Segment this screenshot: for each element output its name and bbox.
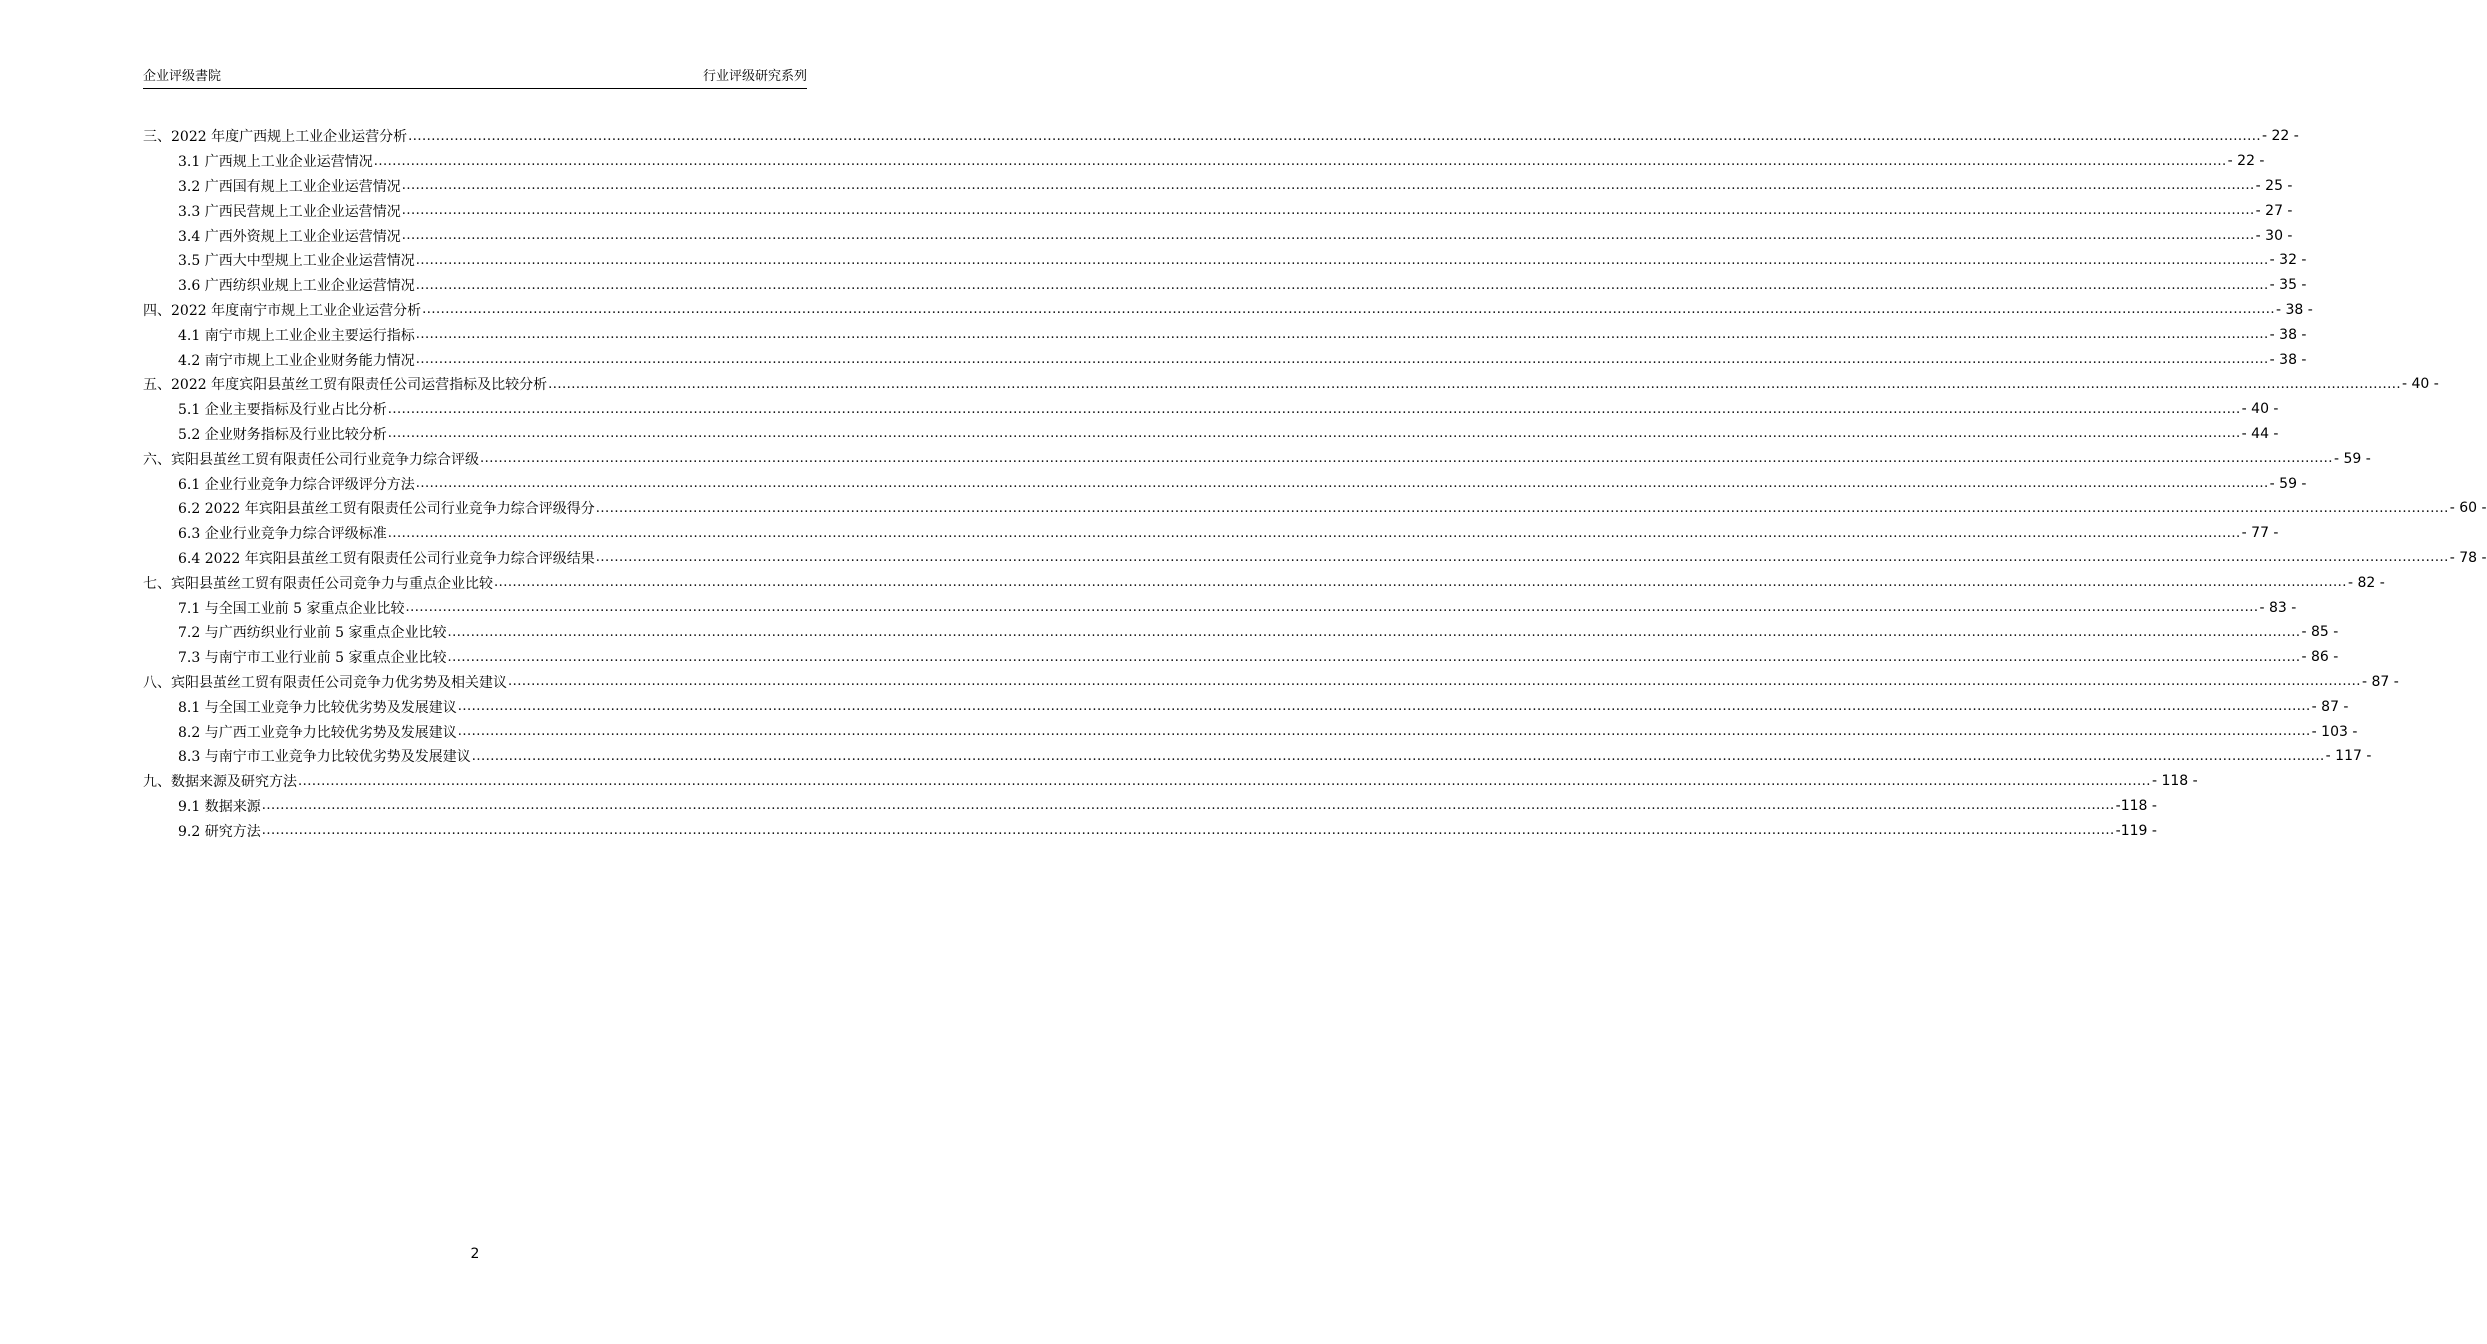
toc-dot-leader: ................................................................................................................................................................................................................................................................................................................................................................................................................ — [447, 624, 2301, 640]
toc-entry-title: 五、2022 年度宾阳县茧丝工贸有限责任公司运营指标及比较分析 — [143, 377, 548, 394]
toc-entry-page: - 59 - — [2269, 475, 2307, 492]
toc-entry[interactable] — [143, 645, 2339, 670]
toc-dot-leader: ................................................................................................................................................................................................................................................................................................................................................................................................................ — [401, 228, 2255, 244]
toc-entry-page: - 83 - — [2259, 599, 2297, 616]
toc-dot-leader: ................................................................................................................................................................................................................................................................................................................................................................................................................ — [415, 252, 2269, 268]
toc-entry-title: 八、宾阳县茧丝工贸有限责任公司竞争力优劣势及相关建议 — [143, 674, 507, 691]
toc-entry[interactable] — [143, 223, 2293, 248]
toc-entry-title: 7.3 与南宁市工业行业前 5 家重点企业比较 — [178, 650, 447, 667]
toc-entry[interactable] — [143, 620, 2339, 645]
toc-dot-leader: ................................................................................................................................................................................................................................................................................................................................................................................................................ — [595, 500, 2449, 516]
toc-entry[interactable] — [143, 744, 2372, 769]
toc-entry-page: - 118 - — [2151, 773, 2198, 790]
toc-entry-title: 5.1 企业主要指标及行业占比分析 — [178, 402, 387, 419]
toc-entry[interactable] — [143, 124, 2299, 149]
toc-dot-leader: ................................................................................................................................................................................................................................................................................................................................................................................................................ — [415, 277, 2269, 293]
toc-dot-leader: ................................................................................................................................................................................................................................................................................................................................................................................................................ — [595, 550, 2449, 566]
toc-entry-title: 5.2 企业财务指标及行业比较分析 — [178, 426, 387, 443]
toc-entry[interactable] — [143, 496, 2487, 521]
toc-entry-title: 3.3 广西民营规上工业企业运营情况 — [178, 203, 401, 220]
toc-entry[interactable] — [143, 149, 2265, 174]
toc-entry-page: - 38 - — [2276, 301, 2313, 318]
toc-dot-leader: ................................................................................................................................................................................................................................................................................................................................................................................................................ — [480, 451, 2333, 467]
toc-entry-page: - 22 - — [2227, 153, 2265, 170]
toc-entry-title: 6.1 企业行业竞争力综合评级评分方法 — [178, 476, 415, 493]
toc-dot-leader: ................................................................................................................................................................................................................................................................................................................................................................................................................ — [261, 798, 2115, 814]
toc-entry-title: 九、数据来源及研究方法 — [143, 774, 297, 791]
toc-dot-leader: ................................................................................................................................................................................................................................................................................................................................................................................................................ — [494, 575, 2347, 591]
toc-dot-leader: ................................................................................................................................................................................................................................................................................................................................................................................................................ — [387, 401, 2241, 417]
toc-dot-leader: ................................................................................................................................................................................................................................................................................................................................................................................................................ — [387, 525, 2241, 541]
toc-entry-title: 6.4 2022 年宾阳县茧丝工贸有限责任公司行业竞争力综合评级结果 — [178, 550, 595, 567]
toc-entry-page: -118 - — [2115, 797, 2157, 814]
toc-entry-page: - 38 - — [2269, 326, 2307, 343]
toc-dot-leader: ................................................................................................................................................................................................................................................................................................................................................................................................................ — [298, 773, 2151, 789]
toc-entry[interactable] — [143, 322, 2307, 347]
toc-entry-page: - 86 - — [2301, 649, 2339, 666]
toc-dot-leader: ................................................................................................................................................................................................................................................................................................................................................................................................................ — [261, 823, 2115, 839]
table-of-contents — [143, 124, 2487, 843]
toc-dot-leader: ................................................................................................................................................................................................................................................................................................................................................................................................................ — [471, 748, 2325, 764]
toc-entry-title: 6.2 2022 年宾阳县茧丝工贸有限责任公司行业竞争力综合评级得分 — [178, 501, 595, 518]
toc-entry[interactable] — [143, 694, 2349, 719]
header-right-text: 行业评级研究系列 — [702, 69, 807, 84]
toc-entry-page: -119 - — [2115, 822, 2157, 839]
toc-entry-title: 9.2 研究方法 — [178, 823, 261, 840]
toc-dot-leader: ................................................................................................................................................................................................................................................................................................................................................................................................................ — [457, 724, 2311, 740]
toc-entry-title: 7.1 与全国工业前 5 家重点企业比较 — [178, 600, 405, 617]
toc-dot-leader: ................................................................................................................................................................................................................................................................................................................................................................................................................ — [387, 426, 2241, 442]
toc-entry[interactable] — [143, 471, 2307, 496]
toc-dot-leader: ................................................................................................................................................................................................................................................................................................................................................................................................................ — [401, 178, 2255, 194]
toc-entry-page: - 78 - — [2449, 549, 2487, 566]
toc-dot-leader: ................................................................................................................................................................................................................................................................................................................................................................................................................ — [457, 699, 2311, 715]
toc-entry[interactable] — [143, 174, 2293, 199]
toc-dot-leader: ................................................................................................................................................................................................................................................................................................................................................................................................................ — [415, 327, 2269, 343]
toc-entry[interactable] — [143, 298, 2313, 323]
toc-entry-page: - 35 - — [2269, 277, 2307, 294]
toc-entry-page: - 27 - — [2255, 202, 2293, 219]
toc-dot-leader: ................................................................................................................................................................................................................................................................................................................................................................................................................ — [548, 376, 2402, 392]
toc-entry[interactable] — [143, 198, 2293, 223]
toc-entry[interactable] — [143, 273, 2307, 298]
toc-entry-page: - 60 - — [2449, 500, 2487, 517]
toc-dot-leader: ................................................................................................................................................................................................................................................................................................................................................................................................................ — [408, 128, 2262, 144]
toc-entry[interactable] — [143, 347, 2307, 372]
toc-entry-page: - 82 - — [2347, 574, 2385, 591]
toc-entry-title: 六、宾阳县茧丝工贸有限责任公司行业竞争力综合评级 — [143, 451, 479, 468]
toc-entry-title: 三、2022 年度广西规上工业企业运营分析 — [143, 129, 408, 146]
toc-dot-leader: ................................................................................................................................................................................................................................................................................................................................................................................................................ — [401, 203, 2255, 219]
toc-entry[interactable] — [143, 570, 2385, 595]
toc-entry-title: 四、2022 年度南宁市规上工业企业运营分析 — [143, 302, 422, 319]
toc-entry[interactable] — [143, 422, 2279, 447]
toc-entry-title: 8.3 与南宁市工业竞争力比较优劣势及发展建议 — [178, 749, 471, 766]
toc-entry-page: - 59 - — [2333, 450, 2371, 467]
toc-entry[interactable] — [143, 546, 2487, 571]
toc-entry-title: 4.1 南宁市规上工业企业主要运行指标 — [178, 327, 415, 344]
toc-entry-page: - 32 - — [2269, 252, 2307, 269]
toc-entry[interactable] — [143, 670, 2399, 695]
toc-entry-title: 9.1 数据来源 — [178, 798, 261, 815]
toc-entry-page: - 40 - — [2241, 401, 2279, 418]
toc-dot-leader: ................................................................................................................................................................................................................................................................................................................................................................................................................ — [422, 302, 2276, 318]
toc-entry-page: - 85 - — [2301, 624, 2339, 641]
toc-entry-title: 8.1 与全国工业竞争力比较优劣势及发展建议 — [178, 699, 457, 716]
toc-entry-page: - 87 - — [2311, 698, 2349, 715]
toc-entry[interactable] — [143, 446, 2371, 471]
toc-dot-leader: ................................................................................................................................................................................................................................................................................................................................................................................................................ — [415, 352, 2269, 368]
toc-entry-page: - 117 - — [2325, 748, 2372, 765]
toc-dot-leader: ................................................................................................................................................................................................................................................................................................................................................................................................................ — [415, 476, 2269, 492]
toc-dot-leader: ................................................................................................................................................................................................................................................................................................................................................................................................................ — [373, 153, 2227, 169]
toc-entry[interactable] — [143, 397, 2279, 422]
toc-entry-page: - 40 - — [2402, 376, 2439, 393]
toc-entry-title: 3.1 广西规上工业企业运营情况 — [178, 154, 373, 171]
toc-entry-title: 6.3 企业行业竞争力综合评级标准 — [178, 526, 387, 543]
toc-entry-title: 7.2 与广西纺织业行业前 5 家重点企业比较 — [178, 625, 447, 642]
toc-entry-title: 4.2 南宁市规上工业企业财务能力情况 — [178, 352, 415, 369]
page-number: 2 — [470, 1246, 480, 1262]
header-left-text: 企业评级書院 — [143, 69, 222, 84]
toc-entry[interactable] — [143, 595, 2297, 620]
toc-entry-title: 3.5 广西大中型规上工业企业运营情况 — [178, 253, 415, 270]
toc-entry-page: - 87 - — [2361, 673, 2399, 690]
toc-dot-leader: ................................................................................................................................................................................................................................................................................................................................................................................................................ — [447, 649, 2301, 665]
toc-entry[interactable] — [143, 521, 2279, 546]
toc-entry-page: - 25 - — [2255, 177, 2293, 194]
toc-entry-title: 3.6 广西纺织业规上工业企业运营情况 — [178, 278, 415, 295]
toc-entry[interactable] — [143, 372, 2439, 397]
toc-entry-page: - 44 - — [2241, 425, 2279, 442]
toc-entry[interactable] — [143, 248, 2307, 273]
page-header — [143, 68, 807, 89]
toc-entry[interactable] — [143, 719, 2358, 744]
toc-dot-leader: ................................................................................................................................................................................................................................................................................................................................................................................................................ — [405, 600, 2259, 616]
toc-entry-page: - 77 - — [2241, 525, 2279, 542]
toc-entry-title: 8.2 与广西工业竞争力比较优劣势及发展建议 — [178, 724, 457, 741]
toc-entry-title: 七、宾阳县茧丝工贸有限责任公司竞争力与重点企业比较 — [143, 575, 493, 592]
toc-dot-leader: ................................................................................................................................................................................................................................................................................................................................................................................................................ — [508, 674, 2361, 690]
toc-entry-page: - 22 - — [2262, 128, 2299, 145]
toc-entry[interactable] — [143, 818, 2157, 843]
toc-entry-title: 3.4 广西外资规上工业企业运营情况 — [178, 228, 401, 245]
toc-entry-page: - 38 - — [2269, 351, 2307, 368]
toc-entry-title: 3.2 广西国有规上工业企业运营情况 — [178, 178, 401, 195]
toc-entry-page: - 103 - — [2311, 723, 2358, 740]
toc-entry[interactable] — [143, 794, 2157, 819]
toc-entry-page: - 30 - — [2255, 227, 2293, 244]
toc-entry[interactable] — [143, 769, 2198, 794]
